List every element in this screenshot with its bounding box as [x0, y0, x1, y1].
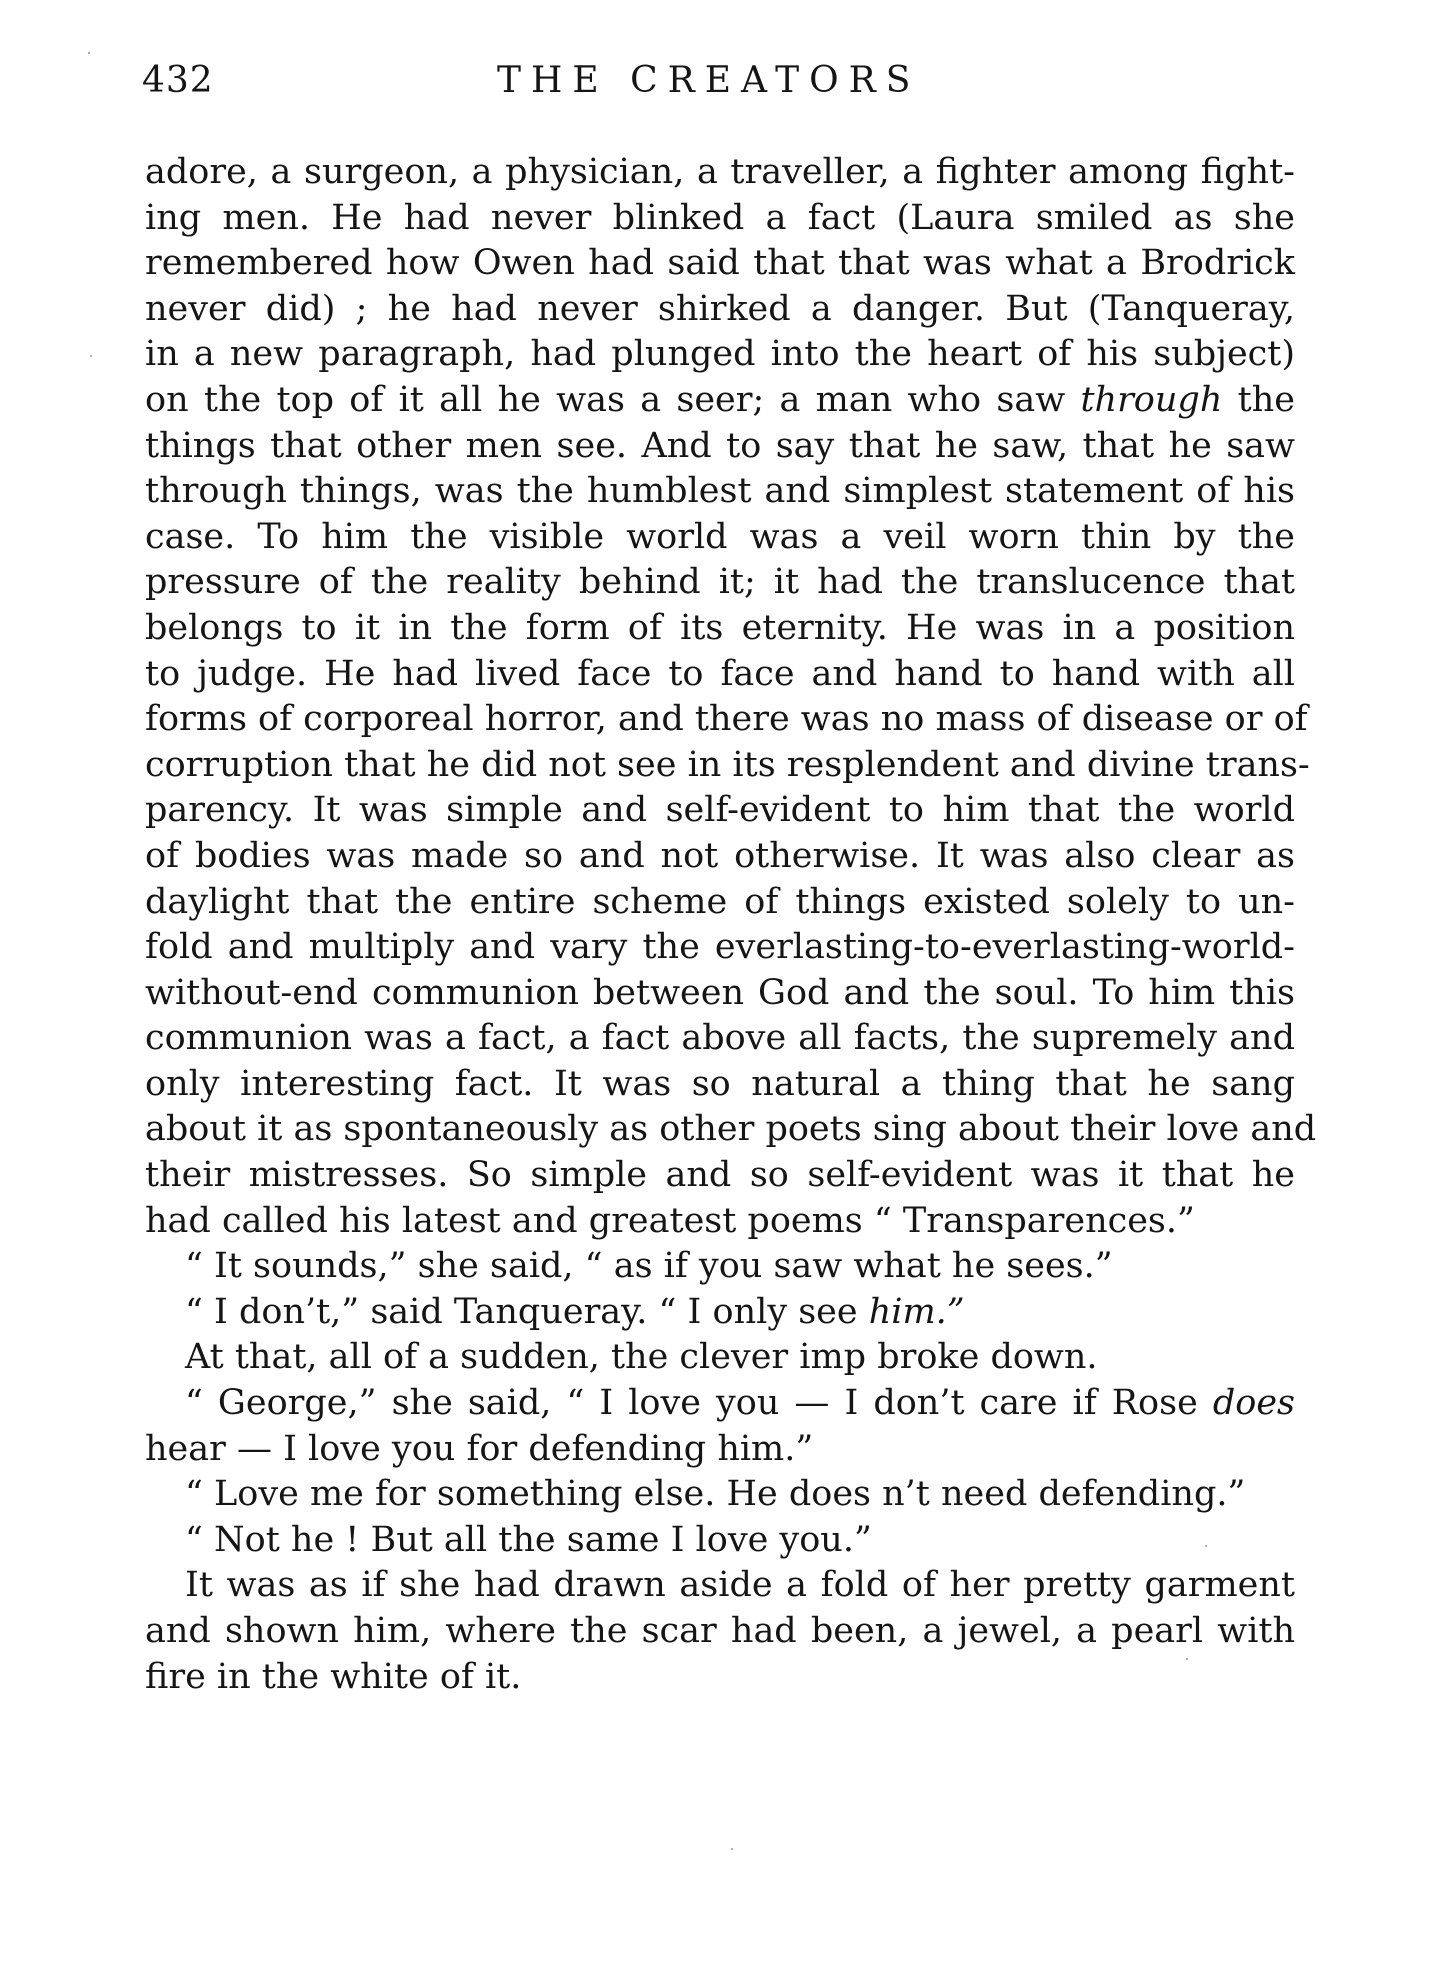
- text-line: and shown him, where the scar had been, a jewel, a pearl with: [145, 1611, 1295, 1651]
- text-line: ing men. He had never blinked a fact (Laura smiled as she: [145, 197, 1295, 238]
- text-line: their mistresses. So simple and so self-evident was it that he: [145, 1155, 1295, 1196]
- text-line: to judge. He had lived face to face and hand to hand with all: [145, 653, 1295, 694]
- body-text: [145, 150, 1317, 1700]
- text-line: through things, was the humblest and simplest statement of his: [145, 471, 1295, 512]
- text-line: fold and multiply and vary the everlasting-to-everlasting-world-: [145, 927, 1295, 968]
- text-line: pressure of the reality behind it; it had the translucence that: [145, 562, 1295, 603]
- italic-word: through: [1080, 379, 1223, 420]
- text-line: fire in the white of it.: [145, 1656, 522, 1697]
- text-line: parency. It was simple and self-evident to him that the world: [145, 790, 1295, 831]
- text-line: belongs to it in the form of its eternity. He was in a position: [145, 607, 1295, 648]
- text-line: forms of corporeal horror, and there was no mass of disease or of: [145, 699, 1308, 740]
- text-line: [145, 378, 1295, 424]
- speck: [1186, 1658, 1188, 1660]
- text-line: It was as if she had drawn aside a fold of her pretty garment: [185, 1565, 1295, 1606]
- text-line: At that, all of a sudden, the clever imp broke down.: [185, 1337, 1098, 1378]
- text-segment: “ George,” she said, “ I love you — I don’t care if Rose: [185, 1383, 1198, 1424]
- text-line: case. To him the visible world was a veil worn thin by the: [145, 516, 1295, 557]
- running-head: THE CREATORS: [497, 60, 921, 101]
- text-line: communion was a fact, a fact above all facts, the supremely and: [145, 1018, 1295, 1059]
- text-line: adore, a surgeon, a physician, a traveller, a fighter among fight-: [145, 152, 1295, 192]
- text-line: things that other men see. And to say that he saw, that he saw: [145, 425, 1295, 466]
- text-segment: the: [1237, 379, 1295, 420]
- text-line: “ Not he ! But all the same I love you.”: [185, 1519, 872, 1560]
- text-line: corruption that he did not see in its resplendent and divine trans-: [145, 744, 1310, 785]
- text-line: in a new paragraph, had plunged into the heart of his subject): [145, 334, 1295, 375]
- page-header: [142, 60, 1297, 108]
- speck: [731, 1848, 733, 1850]
- text-line: of bodies was made so and not otherwise. It was also clear as: [145, 835, 1295, 876]
- italic-word: him.”: [868, 1291, 965, 1332]
- text-line: “ It sounds,” she said, “ as if you saw what he sees.”: [185, 1246, 1113, 1287]
- speck: [90, 355, 92, 357]
- text-line: daylight that the entire scheme of things existed solely to un-: [145, 881, 1295, 922]
- speck: [88, 52, 90, 54]
- text-line: had called his latest and greatest poems “ Transparences.”: [145, 1200, 1195, 1241]
- text-line: about it as spontaneously as other poets sing about their love and: [145, 1109, 1317, 1150]
- text-line: [145, 1290, 1295, 1336]
- text-segment: on the top of it all he was a seer; a man who saw: [145, 379, 1066, 420]
- text-line: remembered how Owen had said that that was what a Brodrick: [145, 243, 1295, 284]
- text-line: never did) ; he had never shirked a danger. But (Tanqueray,: [145, 288, 1295, 329]
- text-line: without-end communion between God and the soul. To him this: [145, 972, 1295, 1013]
- italic-word: does: [1212, 1383, 1295, 1424]
- text-line: [145, 1381, 1295, 1427]
- page-number: 432: [142, 60, 214, 101]
- text-line: only interesting fact. It was so natural a thing that he sang: [145, 1063, 1295, 1104]
- text-line: hear — I love you for defending him.”: [145, 1428, 814, 1469]
- speck: [1205, 1545, 1207, 1547]
- text-line: “ Love me for something else. He does n’t need defending.”: [185, 1474, 1246, 1515]
- text-segment: “ I don’t,” said Tanqueray. “ I only see: [185, 1291, 858, 1332]
